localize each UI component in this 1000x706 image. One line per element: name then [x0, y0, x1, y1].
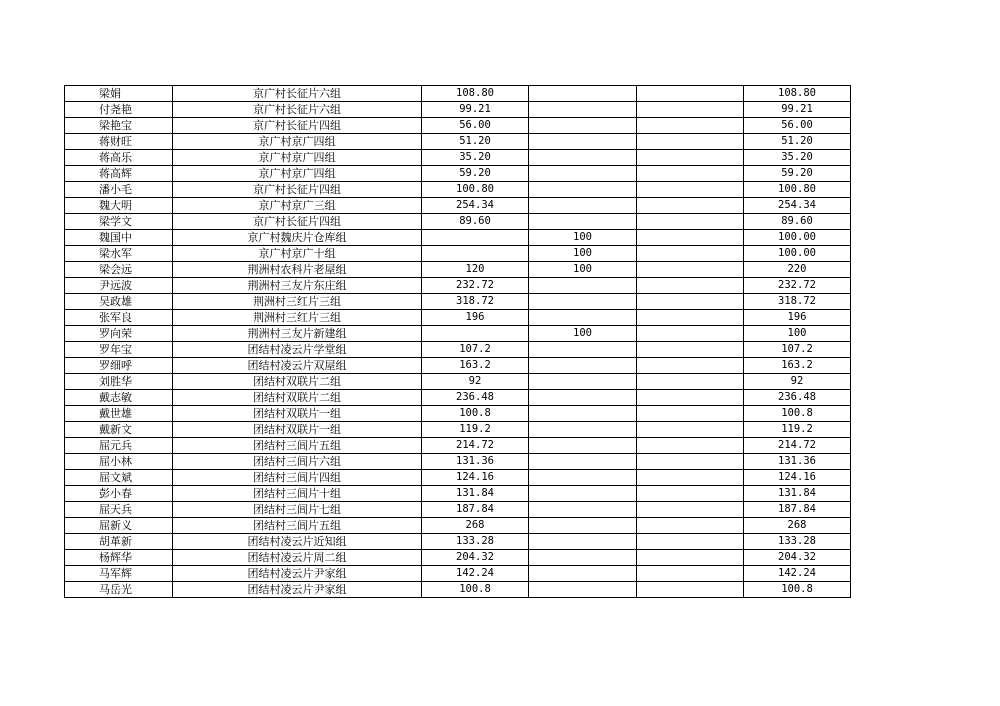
cell-amount-a: 51.20 [422, 134, 529, 150]
table-row [65, 358, 851, 374]
cell-address: 京广村长征片四组 [173, 182, 422, 198]
cell-amount-c [637, 486, 744, 502]
cell-total: 56.00 [744, 118, 851, 134]
cell-amount-b: 100 [529, 262, 637, 278]
cell-amount-b [529, 454, 637, 470]
table-row [65, 134, 851, 150]
table-row [65, 534, 851, 550]
table-row [65, 550, 851, 566]
cell-amount-b [529, 182, 637, 198]
cell-amount-c [637, 422, 744, 438]
cell-address: 团结村凌云片近知组 [173, 534, 422, 550]
cell-total: 163.2 [744, 358, 851, 374]
table-row [65, 198, 851, 214]
cell-name: 蒋财旺 [65, 134, 173, 150]
cell-address: 团结村凌云片尹家组 [173, 566, 422, 582]
cell-amount-a: 142.24 [422, 566, 529, 582]
cell-amount-b [529, 470, 637, 486]
cell-total: 236.48 [744, 390, 851, 406]
cell-address: 京广村京广四组 [173, 166, 422, 182]
table-row [65, 230, 851, 246]
cell-amount-b [529, 102, 637, 118]
table-row [65, 518, 851, 534]
cell-amount-a: 100.80 [422, 182, 529, 198]
cell-total: 214.72 [744, 438, 851, 454]
table-row [65, 582, 851, 598]
cell-name: 梁会远 [65, 262, 173, 278]
cell-amount-c [637, 230, 744, 246]
cell-amount-c [637, 518, 744, 534]
table-row [65, 166, 851, 182]
cell-amount-b: 100 [529, 246, 637, 262]
cell-name: 屈文斌 [65, 470, 173, 486]
cell-total: 142.24 [744, 566, 851, 582]
cell-address: 京广村长征片四组 [173, 214, 422, 230]
cell-amount-b [529, 518, 637, 534]
cell-address: 团结村双联片一组 [173, 406, 422, 422]
cell-amount-c [637, 182, 744, 198]
table-row [65, 486, 851, 502]
cell-amount-a: 92 [422, 374, 529, 390]
cell-amount-b [529, 214, 637, 230]
cell-amount-a: 124.16 [422, 470, 529, 486]
cell-name: 马军辉 [65, 566, 173, 582]
cell-total: 100.00 [744, 230, 851, 246]
cell-address: 团结村三闾片十组 [173, 486, 422, 502]
cell-address: 荆洲村三红片三组 [173, 294, 422, 310]
cell-total: 100.8 [744, 406, 851, 422]
cell-amount-c [637, 246, 744, 262]
cell-amount-b [529, 294, 637, 310]
cell-address: 团结村双联片二组 [173, 374, 422, 390]
cell-total: 119.2 [744, 422, 851, 438]
cell-name: 付尧艳 [65, 102, 173, 118]
cell-address: 京广村京广四组 [173, 150, 422, 166]
cell-total: 108.80 [744, 86, 851, 102]
cell-amount-a: 232.72 [422, 278, 529, 294]
cell-amount-c [637, 534, 744, 550]
cell-name: 罗向荣 [65, 326, 173, 342]
cell-total: 187.84 [744, 502, 851, 518]
cell-amount-a: 133.28 [422, 534, 529, 550]
cell-amount-a: 196 [422, 310, 529, 326]
cell-total: 196 [744, 310, 851, 326]
cell-total: 124.16 [744, 470, 851, 486]
cell-name: 潘小毛 [65, 182, 173, 198]
cell-amount-a: 131.36 [422, 454, 529, 470]
table-row [65, 102, 851, 118]
cell-amount-a: 107.2 [422, 342, 529, 358]
table-row [65, 262, 851, 278]
cell-name: 吴政雄 [65, 294, 173, 310]
table-row [65, 406, 851, 422]
cell-total: 232.72 [744, 278, 851, 294]
cell-amount-a: 119.2 [422, 422, 529, 438]
cell-total: 254.34 [744, 198, 851, 214]
cell-address: 团结村凌云片尹家组 [173, 582, 422, 598]
cell-total: 35.20 [744, 150, 851, 166]
table-row [65, 438, 851, 454]
cell-total: 100.00 [744, 246, 851, 262]
table-row [65, 390, 851, 406]
cell-amount-a: 254.34 [422, 198, 529, 214]
cell-address: 京广村长征片四组 [173, 118, 422, 134]
cell-total: 131.36 [744, 454, 851, 470]
cell-address: 团结村三闾片五组 [173, 518, 422, 534]
table-row [65, 118, 851, 134]
cell-address: 团结村双联片二组 [173, 390, 422, 406]
cell-amount-c [637, 550, 744, 566]
cell-amount-a: 120 [422, 262, 529, 278]
cell-address: 京广村长征片六组 [173, 86, 422, 102]
cell-amount-a [422, 246, 529, 262]
subsidy-table [64, 85, 851, 598]
cell-address: 荆洲村三友片新建组 [173, 326, 422, 342]
cell-amount-a: 35.20 [422, 150, 529, 166]
cell-amount-b [529, 118, 637, 134]
table-row [65, 86, 851, 102]
cell-amount-a [422, 326, 529, 342]
cell-amount-b [529, 406, 637, 422]
cell-name: 杨辉华 [65, 550, 173, 566]
cell-address: 团结村凌云片双屋组 [173, 358, 422, 374]
table-row [65, 246, 851, 262]
cell-amount-a: 100.8 [422, 406, 529, 422]
cell-total: 51.20 [744, 134, 851, 150]
cell-name: 梁艳宝 [65, 118, 173, 134]
table-row [65, 150, 851, 166]
table-row [65, 182, 851, 198]
cell-amount-c [637, 390, 744, 406]
cell-name: 梁水军 [65, 246, 173, 262]
cell-amount-c [637, 294, 744, 310]
cell-amount-a: 131.84 [422, 486, 529, 502]
cell-amount-c [637, 470, 744, 486]
cell-amount-c [637, 102, 744, 118]
cell-amount-a: 100.8 [422, 582, 529, 598]
table-row [65, 294, 851, 310]
cell-amount-b [529, 534, 637, 550]
cell-amount-b [529, 374, 637, 390]
cell-amount-b: 100 [529, 230, 637, 246]
cell-total: 89.60 [744, 214, 851, 230]
cell-name: 彭小春 [65, 486, 173, 502]
cell-address: 团结村三闾片七组 [173, 502, 422, 518]
cell-amount-a [422, 230, 529, 246]
cell-total: 100.80 [744, 182, 851, 198]
table-row [65, 454, 851, 470]
cell-address: 团结村凌云片周二组 [173, 550, 422, 566]
cell-name: 蒋高乐 [65, 150, 173, 166]
cell-amount-a: 89.60 [422, 214, 529, 230]
cell-amount-b [529, 502, 637, 518]
cell-amount-c [637, 166, 744, 182]
cell-address: 京广村京广三组 [173, 198, 422, 214]
cell-name: 魏国中 [65, 230, 173, 246]
cell-amount-b [529, 166, 637, 182]
cell-address: 团结村双联片一组 [173, 422, 422, 438]
table-row [65, 342, 851, 358]
cell-address: 团结村三闾片五组 [173, 438, 422, 454]
cell-amount-a: 187.84 [422, 502, 529, 518]
table-row [65, 214, 851, 230]
cell-amount-c [637, 198, 744, 214]
table-row [65, 502, 851, 518]
cell-amount-a: 163.2 [422, 358, 529, 374]
cell-amount-c [637, 438, 744, 454]
cell-name: 马岳光 [65, 582, 173, 598]
cell-name: 刘胜华 [65, 374, 173, 390]
cell-amount-a: 268 [422, 518, 529, 534]
cell-amount-c [637, 342, 744, 358]
cell-amount-a: 56.00 [422, 118, 529, 134]
cell-amount-b [529, 582, 637, 598]
cell-name: 屈天兵 [65, 502, 173, 518]
cell-name: 戴新文 [65, 422, 173, 438]
cell-amount-c [637, 358, 744, 374]
table-row [65, 310, 851, 326]
cell-total: 268 [744, 518, 851, 534]
cell-amount-a: 59.20 [422, 166, 529, 182]
cell-total: 204.32 [744, 550, 851, 566]
cell-amount-c [637, 134, 744, 150]
cell-amount-a: 236.48 [422, 390, 529, 406]
table-row [65, 374, 851, 390]
cell-name: 尹远波 [65, 278, 173, 294]
cell-name: 罗年宝 [65, 342, 173, 358]
cell-address: 京广村长征片六组 [173, 102, 422, 118]
cell-address: 荆洲村三红片三组 [173, 310, 422, 326]
cell-address: 荆洲村三友片东庄组 [173, 278, 422, 294]
cell-amount-c [637, 374, 744, 390]
cell-amount-b [529, 150, 637, 166]
cell-amount-c [637, 118, 744, 134]
cell-name: 屈小林 [65, 454, 173, 470]
table-row [65, 566, 851, 582]
cell-amount-c [637, 566, 744, 582]
cell-amount-b [529, 310, 637, 326]
cell-name: 罗细呼 [65, 358, 173, 374]
cell-total: 133.28 [744, 534, 851, 550]
cell-address: 团结村三闾片六组 [173, 454, 422, 470]
cell-name: 戴志敏 [65, 390, 173, 406]
cell-amount-b [529, 86, 637, 102]
cell-total: 92 [744, 374, 851, 390]
cell-amount-a: 99.21 [422, 102, 529, 118]
cell-name: 梁娟 [65, 86, 173, 102]
table-row [65, 422, 851, 438]
cell-address: 团结村凌云片学堂组 [173, 342, 422, 358]
cell-name: 张军良 [65, 310, 173, 326]
cell-amount-c [637, 262, 744, 278]
cell-address: 荆洲村农科片老屋组 [173, 262, 422, 278]
table-row [65, 326, 851, 342]
cell-amount-c [637, 310, 744, 326]
cell-amount-c [637, 454, 744, 470]
cell-amount-c [637, 150, 744, 166]
cell-name: 梁学文 [65, 214, 173, 230]
cell-amount-c [637, 406, 744, 422]
cell-amount-c [637, 502, 744, 518]
cell-amount-b [529, 358, 637, 374]
table-row [65, 470, 851, 486]
cell-name: 胡革新 [65, 534, 173, 550]
cell-amount-a: 204.32 [422, 550, 529, 566]
cell-amount-b [529, 486, 637, 502]
cell-name: 魏大明 [65, 198, 173, 214]
cell-address: 京广村京广四组 [173, 134, 422, 150]
cell-address: 京广村京广十组 [173, 246, 422, 262]
cell-address: 团结村三闾片四组 [173, 470, 422, 486]
table-body [65, 86, 851, 598]
table-row [65, 278, 851, 294]
cell-amount-c [637, 214, 744, 230]
cell-amount-c [637, 86, 744, 102]
cell-amount-b [529, 438, 637, 454]
cell-amount-b [529, 134, 637, 150]
cell-total: 59.20 [744, 166, 851, 182]
cell-name: 戴世雄 [65, 406, 173, 422]
cell-amount-b [529, 198, 637, 214]
cell-amount-b [529, 390, 637, 406]
cell-total: 318.72 [744, 294, 851, 310]
cell-total: 100 [744, 326, 851, 342]
cell-total: 131.84 [744, 486, 851, 502]
cell-amount-b: 100 [529, 326, 637, 342]
cell-amount-b [529, 550, 637, 566]
cell-amount-a: 108.80 [422, 86, 529, 102]
cell-amount-c [637, 326, 744, 342]
cell-amount-b [529, 278, 637, 294]
cell-name: 屈新义 [65, 518, 173, 534]
cell-amount-b [529, 342, 637, 358]
cell-total: 107.2 [744, 342, 851, 358]
cell-amount-b [529, 422, 637, 438]
cell-total: 220 [744, 262, 851, 278]
cell-address: 京广村魏庆片仓库组 [173, 230, 422, 246]
cell-name: 蒋高辉 [65, 166, 173, 182]
cell-amount-c [637, 278, 744, 294]
cell-amount-c [637, 582, 744, 598]
cell-name: 屈元兵 [65, 438, 173, 454]
cell-total: 99.21 [744, 102, 851, 118]
cell-amount-a: 318.72 [422, 294, 529, 310]
cell-amount-a: 214.72 [422, 438, 529, 454]
cell-total: 100.8 [744, 582, 851, 598]
cell-amount-b [529, 566, 637, 582]
